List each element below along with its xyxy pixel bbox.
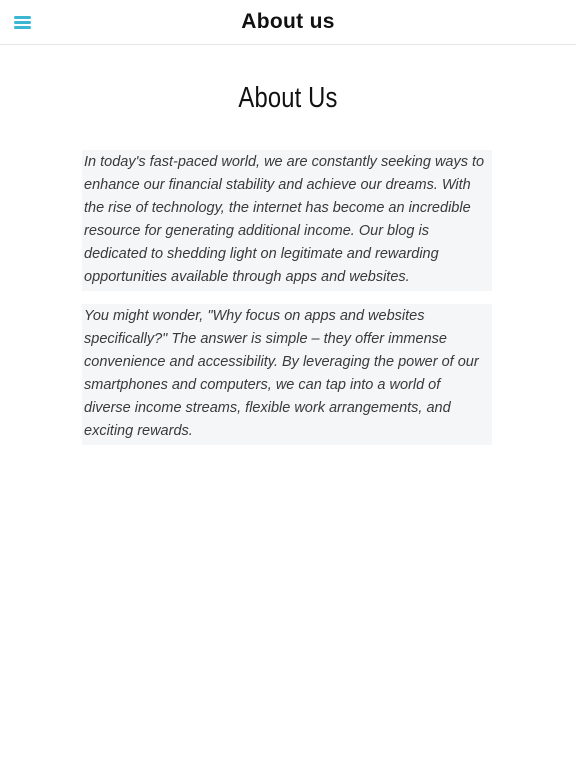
about-paragraph-2: You might wonder, "Why focus on apps and websites specifically?" The answer is simple – they offer immense convenience and accessibility. By leveraging the power of our smartphones and computers, we can tap into a world of diverse income streams, flexible work arrangements, and exciting rewards. bbox=[82, 304, 492, 445]
page-title: About Us bbox=[238, 82, 338, 114]
about-paragraph-1: In today's fast-paced world, we are constantly seeking ways to enhance our financial stability and achieve our dreams. With the rise of technology, the internet has become an incredible resource for generating additional income. Our blog is dedicated to shedding light on legitimate and rewarding opportunities available through apps and websites. bbox=[82, 150, 492, 291]
top-app-bar bbox=[0, 0, 576, 45]
app-bar-title: About us bbox=[241, 10, 335, 33]
